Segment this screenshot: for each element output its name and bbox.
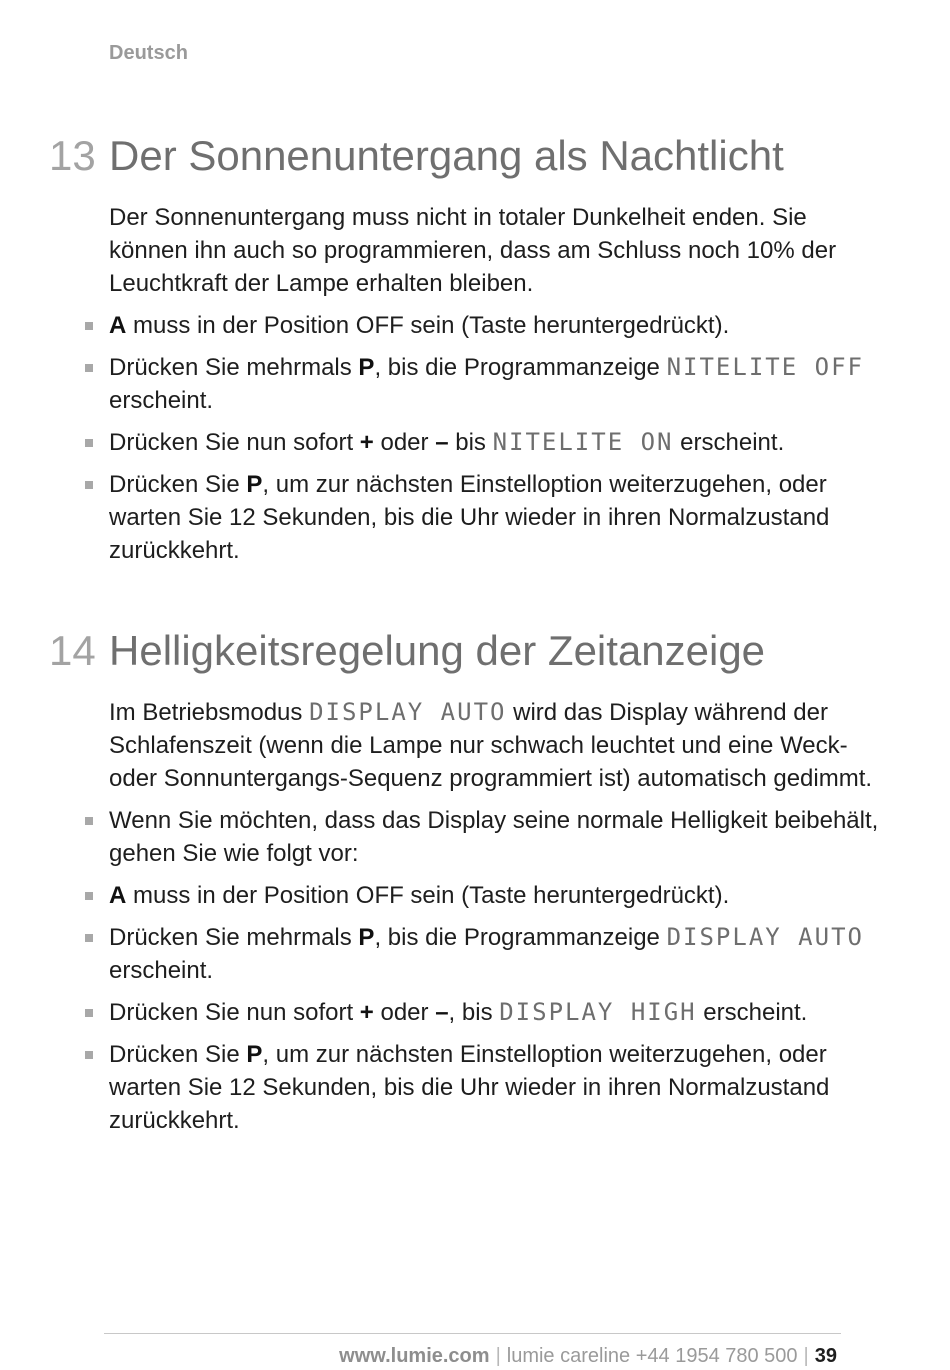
minus-key-label: – (435, 429, 449, 456)
list-item (109, 351, 889, 417)
bullet-square-icon (85, 439, 93, 447)
bullet-square-icon (85, 1009, 93, 1017)
step-text: Drücken Sie (109, 1041, 247, 1068)
footer-divider (104, 1333, 841, 1334)
intro-text: Im Betriebsmodus (109, 699, 310, 726)
section-number: 13 (49, 132, 96, 179)
section-title: Helligkeitsregelung der Zeitanzeige (109, 627, 766, 674)
page-footer (339, 1345, 837, 1368)
step-text: erscheint. (673, 429, 785, 456)
bullet-square-icon (85, 817, 93, 825)
list-item (109, 879, 889, 912)
list-item (109, 804, 889, 870)
bullet-square-icon (85, 934, 93, 942)
section-14 (0, 625, 950, 1146)
key-label: P (246, 471, 263, 498)
list-item (109, 426, 889, 459)
footer-separator: | (803, 1345, 809, 1367)
step-text: bis (448, 429, 493, 456)
list-item (109, 921, 889, 987)
bullet-square-icon (85, 322, 93, 330)
step-text: , bis (448, 999, 500, 1026)
step-list (0, 804, 950, 1137)
section-heading (0, 130, 950, 182)
step-text: Drücken Sie mehrmals (109, 924, 359, 951)
step-text: erscheint. (696, 999, 808, 1026)
step-text: muss in der Position OFF sein (Taste heruntergedrückt). (126, 312, 730, 339)
key-label: P (246, 1041, 263, 1068)
step-text: , um zur nächsten Einstelloption weiterzugehen, oder warten Sie 12 Sekunden, bis die Uhr wieder in ihren Normalzustand zurückkehrt. (109, 471, 830, 564)
step-text: oder (373, 999, 436, 1026)
step-text: Wenn Sie möchten, dass das Display seine normale Helligkeit beibehält, gehen Sie wie folgt vor: (109, 807, 879, 867)
step-text: , bis die Programmanzeige (374, 924, 667, 951)
step-text: , um zur nächsten Einstelloption weiterzugehen, oder warten Sie 12 Sekunden, bis die Uhr wieder in ihren Normalzustand zurückkehrt. (109, 1041, 830, 1134)
section-intro: Der Sonnenuntergang muss nicht in totaler Dunkelheit enden. Sie können ihn auch so programmieren, dass am Schluss noch 10% der Leuchtkraft der Lampe erhalten bleiben. (109, 204, 837, 297)
section-13 (0, 130, 950, 576)
bullet-square-icon (85, 892, 93, 900)
section-intro (109, 696, 889, 795)
list-item (109, 468, 889, 567)
section-heading (0, 625, 950, 677)
plus-key-label: + (359, 429, 374, 456)
bullet-square-icon (85, 1051, 93, 1059)
step-text: Drücken Sie nun sofort (109, 999, 360, 1026)
lcd-display-text: NITELITE OFF (666, 353, 864, 381)
step-text: Drücken Sie (109, 471, 247, 498)
bullet-square-icon (85, 364, 93, 372)
page-number: 39 (814, 1345, 837, 1367)
key-label: A (109, 882, 127, 909)
step-text: erscheint. (109, 957, 214, 984)
lcd-display-text: NITELITE ON (492, 428, 674, 456)
step-text: Drücken Sie nun sofort (109, 429, 360, 456)
step-text: muss in der Position OFF sein (Taste heruntergedrückt). (126, 882, 730, 909)
key-label: P (358, 924, 375, 951)
section-title: Der Sonnenuntergang als Nachtlicht (109, 132, 784, 179)
step-text: , bis die Programmanzeige (374, 354, 667, 381)
key-label: P (358, 354, 375, 381)
lcd-display-text: DISPLAY AUTO (309, 698, 507, 726)
intro-text: wird das Display während der Schlafenszeit (wenn die Lampe nur schwach leuchtet und eine Weck- oder Sonnuntergangs-Sequenz programmiert ist) automatisch gedimmt. (109, 699, 873, 792)
step-text: oder (373, 429, 436, 456)
section-number: 14 (49, 627, 96, 674)
plus-key-label: + (359, 999, 374, 1026)
careline-text: lumie careline +44 1954 780 500 (506, 1345, 798, 1367)
step-text: erscheint. (109, 387, 214, 414)
step-text: Drücken Sie mehrmals (109, 354, 359, 381)
list-item (109, 996, 889, 1029)
language-label: Deutsch (109, 42, 188, 64)
bullet-square-icon (85, 481, 93, 489)
footer-separator: | (495, 1345, 501, 1367)
step-list (0, 309, 950, 567)
minus-key-label: – (435, 999, 449, 1026)
lcd-display-text: DISPLAY AUTO (666, 923, 864, 951)
list-item (109, 309, 889, 342)
key-label: A (109, 312, 127, 339)
list-item (109, 1038, 889, 1137)
website-link[interactable]: www.lumie.com (339, 1345, 490, 1367)
lcd-display-text: DISPLAY HIGH (499, 998, 697, 1026)
